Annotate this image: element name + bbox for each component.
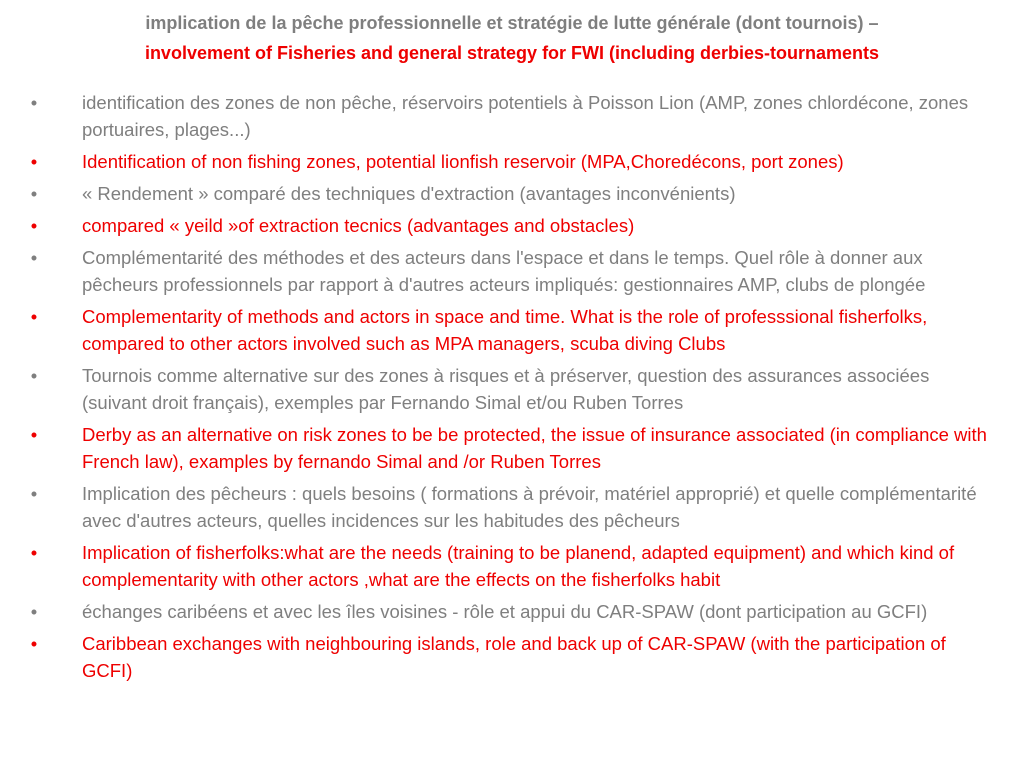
- bullet-dot-icon: •: [30, 542, 38, 563]
- bullet-item-fr: [28, 244, 998, 298]
- bullet-text: Caribbean exchanges with neighbouring islands, role and back up of CAR-SPAW (with the participation of GCFI): [82, 633, 946, 681]
- bullet-item-en: [28, 148, 998, 175]
- bullet-item-fr: [28, 89, 998, 143]
- bullet-item-en: [28, 303, 998, 357]
- slide-title: [40, 8, 984, 68]
- title-english: involvement of Fisheries and general strategy for FWI (including derbies-tournaments: [144, 43, 880, 63]
- bullet-item-fr: [28, 362, 998, 416]
- bullet-dot-icon: •: [30, 247, 38, 268]
- bullet-item-en: [28, 539, 998, 593]
- bullet-text: Complementarity of methods and actors in space and time. What is the role of professsional fisherfolks, compared to other actors involved such as MPA managers, scuba diving Clubs: [82, 306, 928, 354]
- bullet-item-en: [28, 630, 998, 684]
- bullet-dot-icon: •: [30, 151, 38, 172]
- bullet-item-en: [28, 212, 998, 239]
- bullet-dot-icon: •: [30, 483, 38, 504]
- bullet-text: compared « yeild »of extraction tecnics (advantages and obstacles): [82, 215, 635, 236]
- title-french: implication de la pêche professionnelle et stratégie de lutte générale (dont tournois) –: [145, 13, 879, 33]
- bullet-dot-icon: •: [30, 215, 38, 236]
- bullet-dot-icon: •: [30, 601, 38, 622]
- bullet-list: [28, 89, 998, 689]
- bullet-text: identification des zones de non pêche, réservoirs potentiels à Poisson Lion (AMP, zones chlordécone, zones portuaires, plages...): [82, 92, 969, 140]
- bullet-item-fr: [28, 480, 998, 534]
- bullet-dot-icon: •: [30, 183, 38, 204]
- bullet-dot-icon: •: [30, 306, 38, 327]
- bullet-dot-icon: •: [30, 92, 38, 113]
- bullet-text: Implication des pêcheurs : quels besoins ( formations à prévoir, matériel approprié) et quelle complémentarité avec d'autres acteurs, quelles incidences sur les habitudes des pêcheurs: [82, 483, 977, 531]
- bullet-text: Complémentarité des méthodes et des acteurs dans l'espace et dans le temps. Quel rôle à donner aux pêcheurs professionnels par rapport à d'autres acteurs impliqués: gestionnaires AMP, clubs de plongée: [82, 247, 926, 295]
- bullet-dot-icon: •: [30, 365, 38, 386]
- bullet-item-en: [28, 421, 998, 475]
- bullet-item-fr: [28, 180, 998, 207]
- bullet-text: Identification of non fishing zones, potential lionfish reservoir (MPA,Choredécons, port zones): [82, 151, 844, 172]
- bullet-text: Tournois comme alternative sur des zones à risques et à préserver, question des assurances associées (suivant droit français), exemples par Fernando Simal et/ou Ruben Torres: [82, 365, 930, 413]
- bullet-dot-icon: •: [30, 424, 38, 445]
- bullet-text: Implication of fisherfolks:what are the needs (training to be planend, adapted equipment) and which kind of complementarity with other actors ,what are the effects on the fisherfolks habit: [82, 542, 955, 590]
- bullet-dot-icon: •: [30, 633, 38, 654]
- bullet-text: échanges caribéens et avec les îles voisines - rôle et appui du CAR-SPAW (dont participation au GCFI): [82, 601, 928, 622]
- bullet-item-fr: [28, 598, 998, 625]
- bullet-text: « Rendement » comparé des techniques d'extraction (avantages inconvénients): [82, 183, 736, 204]
- bullet-text: Derby as an alternative on risk zones to be be protected, the issue of insurance associated (in compliance with French law), examples by fernando Simal and /or Ruben Torres: [82, 424, 987, 472]
